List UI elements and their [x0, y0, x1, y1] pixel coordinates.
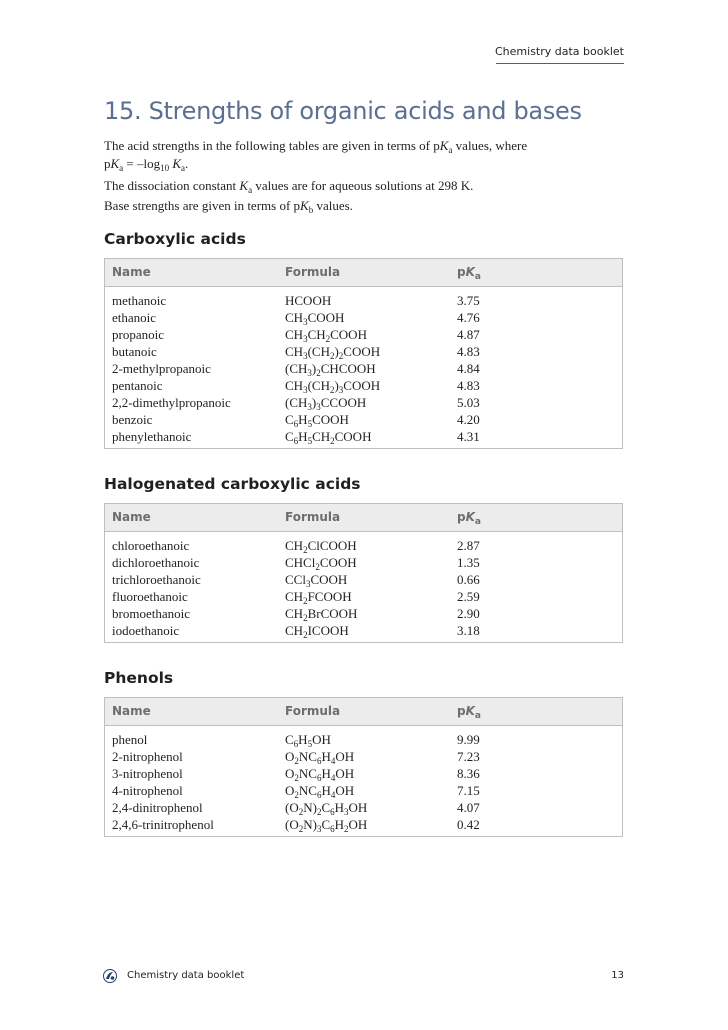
compound-name: phenylethanoic [112, 429, 192, 444]
compound-formula: $CH_3(CH_2)_3COOH$ [285, 378, 381, 395]
pka-value: 4.20 [457, 412, 480, 427]
pka-value: 4.76 [457, 310, 480, 325]
table-row [105, 732, 622, 749]
pka-value: 3.18 [457, 623, 480, 638]
running-header: Chemistry data booklet [495, 45, 624, 58]
compound-name: ethanoic [112, 310, 157, 325]
column-header-formula: Formula [285, 265, 341, 279]
section-title-carboxylic-acids: Carboxylic acids [104, 230, 246, 248]
compound-formula: $(O_2N)_3C_6H_2OH$ [285, 817, 368, 834]
intro-line-4: Base strengths are given in terms of $pK_b$ values. [104, 198, 353, 215]
table-body [105, 726, 622, 834]
compound-formula: $CH_3CH_2COOH$ [285, 327, 367, 344]
pka-value: 4.83 [457, 344, 480, 359]
table-row [105, 344, 622, 361]
compound-formula: $(CH_3)_2CHCOOH$ [285, 361, 376, 378]
compound-formula: $(CH_3)_3CCOOH$ [285, 395, 367, 412]
table-halogenated-carboxylic-acids [104, 503, 623, 643]
compound-name: propanoic [112, 327, 164, 342]
intro-line-2: $pK_a = -\log_{10}$ $K_a$. [104, 156, 189, 173]
column-header-pka: $pK_a$ [457, 704, 481, 721]
pka-value: 4.07 [457, 800, 480, 815]
compound-name: 2-methylpropanoic [112, 361, 211, 376]
compound-formula: $O_2NC_6H_4OH$ [285, 766, 355, 783]
pka-value: 2.87 [457, 538, 480, 553]
compound-formula: $CH_2ICOOH$ [285, 623, 349, 640]
table-row [105, 412, 622, 429]
table-row [105, 310, 622, 327]
footer-text: Chemistry data booklet [127, 970, 245, 981]
table-row [105, 378, 622, 395]
compound-name: iodoethanoic [112, 623, 180, 638]
compound-name: 2-nitrophenol [112, 749, 183, 764]
compound-name: bromoethanoic [112, 606, 190, 621]
compound-name: 2,4,6-trinitrophenol [112, 817, 214, 832]
compound-formula: $CH_2ClCOOH$ [285, 538, 357, 555]
compound-name: 2,2-dimethylpropanoic [112, 395, 231, 410]
pka-value: 3.75 [457, 293, 480, 308]
compound-formula: $CH_3(CH_2)_2COOH$ [285, 344, 381, 361]
table-row [105, 749, 622, 766]
compound-formula: CCl$_3$COOH [285, 572, 348, 589]
table-row [105, 538, 622, 555]
pka-value: 1.35 [457, 555, 480, 570]
compound-name: pentanoic [112, 378, 163, 393]
pka-value: 8.36 [457, 766, 480, 781]
compound-formula: $C_6H_5CH_2COOH$ [285, 429, 372, 446]
compound-formula: $O_2NC_6H_4OH$ [285, 783, 355, 800]
table-row [105, 429, 622, 446]
table-row [105, 293, 622, 310]
compound-formula: $CH_2FCOOH$ [285, 589, 352, 606]
column-header-name: Name [112, 510, 151, 524]
table-row [105, 395, 622, 412]
column-header-formula: Formula [285, 704, 341, 718]
section-title-phenols: Phenols [104, 669, 174, 687]
pka-value: 4.83 [457, 378, 480, 393]
compound-formula: CHCl$_2$COOH [285, 555, 357, 572]
table-row [105, 555, 622, 572]
compound-name: fluoroethanoic [112, 589, 188, 604]
table-header [105, 698, 622, 726]
table-row [105, 327, 622, 344]
pka-value: 7.15 [457, 783, 480, 798]
table-row [105, 783, 622, 800]
pka-value: 2.59 [457, 589, 480, 604]
compound-name: benzoic [112, 412, 153, 427]
compound-name: 3-nitrophenol [112, 766, 183, 781]
compound-formula: HCOOH [285, 293, 332, 308]
page-number: 13 [611, 970, 624, 981]
table-row [105, 361, 622, 378]
compound-formula: $CH_2BrCOOH$ [285, 606, 358, 623]
table-body [105, 532, 622, 640]
table-row [105, 623, 622, 640]
pka-value: 7.23 [457, 749, 480, 764]
column-header-name: Name [112, 704, 151, 718]
compound-name: trichloroethanoic [112, 572, 201, 587]
intro-line-3: The dissociation constant $K_a$ values are for aqueous solutions at 298 K. [104, 178, 474, 195]
pka-value: 9.99 [457, 732, 480, 747]
table-row [105, 817, 622, 834]
table-carboxylic-acids [104, 258, 623, 449]
page-title: 15. Strengths of organic acids and bases [104, 97, 582, 125]
compound-name: 4-nitrophenol [112, 783, 183, 798]
compound-formula: $CH_3COOH$ [285, 310, 345, 327]
column-header-pka: $pK_a$ [457, 265, 481, 282]
compound-formula: $O_2NC_6H_4OH$ [285, 749, 355, 766]
compound-formula: $(O_2N)_2C_6H_3OH$ [285, 800, 368, 817]
ib-logo-icon [103, 969, 117, 983]
table-body [105, 287, 622, 446]
column-header-name: Name [112, 265, 151, 279]
pka-value: 0.42 [457, 817, 480, 832]
table-header [105, 259, 622, 287]
compound-name: butanoic [112, 344, 157, 359]
pka-value: 4.31 [457, 429, 480, 444]
column-header-pka: $pK_a$ [457, 510, 481, 527]
compound-name: methanoic [112, 293, 167, 308]
compound-name: phenol [112, 732, 148, 747]
compound-formula: $C_6H_5COOH$ [285, 412, 349, 429]
pka-value: 4.84 [457, 361, 480, 376]
pka-value: 2.90 [457, 606, 480, 621]
pka-value: 5.03 [457, 395, 480, 410]
table-row [105, 606, 622, 623]
column-header-formula: Formula [285, 510, 341, 524]
intro-line-1: The acid strengths in the following tables are given in terms of $pK_a$ values, where [104, 138, 528, 155]
pka-value: 0.66 [457, 572, 480, 587]
section-title-halogenated-carboxylic-acids: Halogenated carboxylic acids [104, 475, 361, 493]
compound-name: dichloroethanoic [112, 555, 200, 570]
table-row [105, 800, 622, 817]
pka-value: 4.87 [457, 327, 480, 342]
header-rule [496, 63, 624, 64]
compound-name: chloroethanoic [112, 538, 190, 553]
table-header [105, 504, 622, 532]
table-row [105, 766, 622, 783]
compound-name: 2,4-dinitrophenol [112, 800, 203, 815]
table-row [105, 589, 622, 606]
table-row [105, 572, 622, 589]
table-phenols [104, 697, 623, 837]
compound-formula: $C_6H_5OH$ [285, 732, 331, 749]
